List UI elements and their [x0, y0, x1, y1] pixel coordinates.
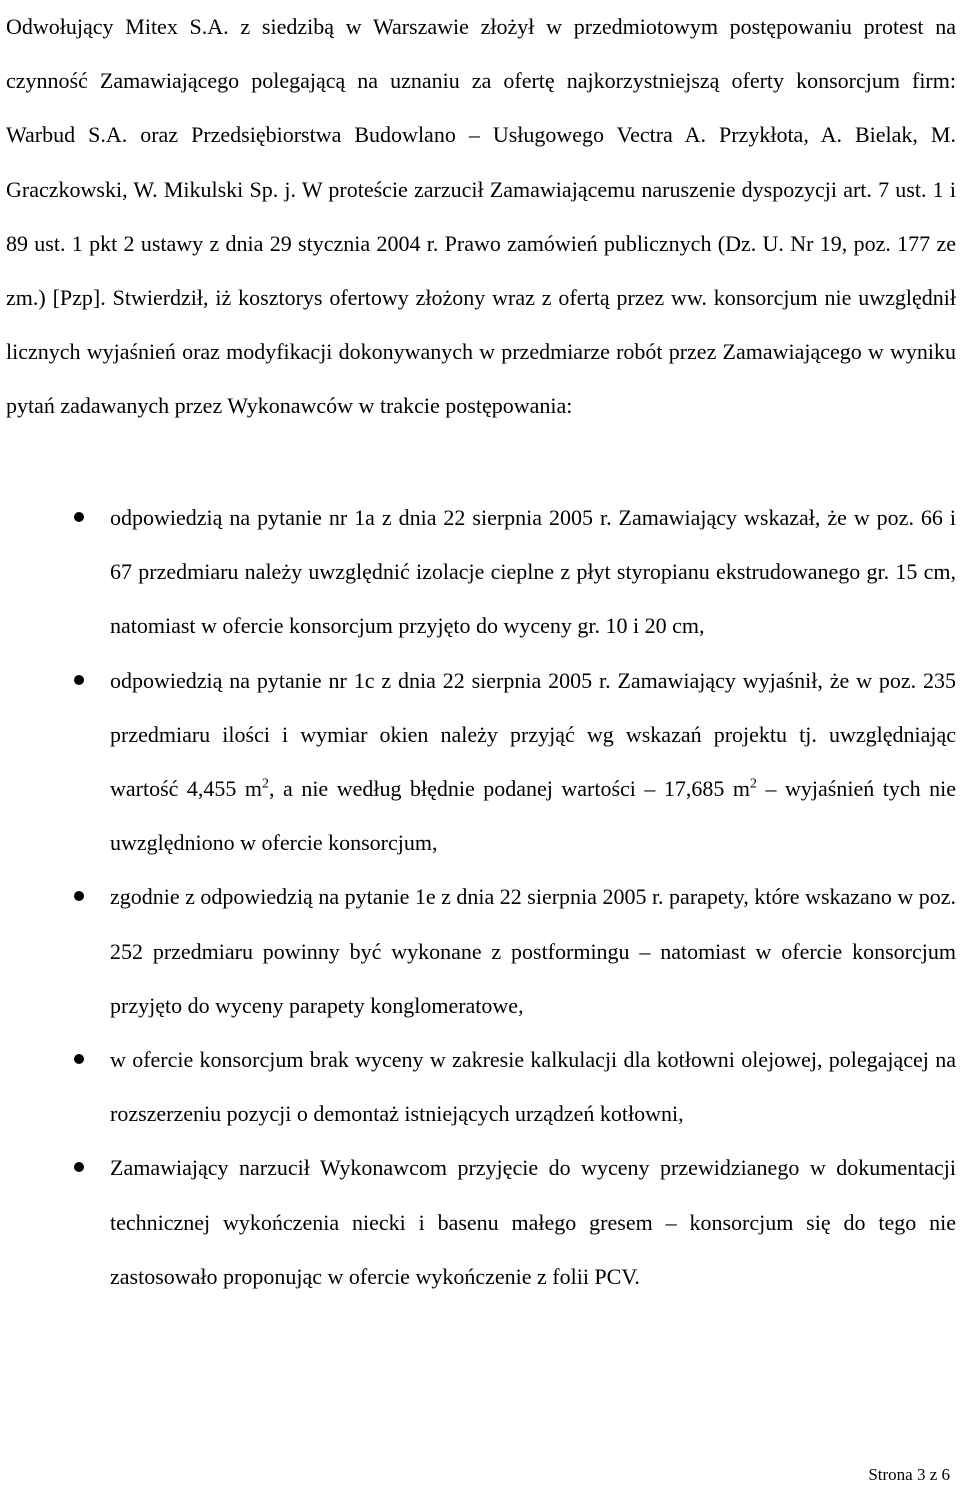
list-item — [0, 654, 960, 871]
list-item-text: w ofercie konsorcjum brak wyceny w zakresie kalkulacji dla kotłowni olejowej, polegającej na rozszerzeniu pozycji o demontaż istniejących urządzeń kotłowni, — [110, 1047, 956, 1127]
page-number: Strona 3 z 6 — [868, 1465, 950, 1484]
objection-list — [0, 491, 960, 1304]
list-item-text-part: , a nie według błędnie podanej wartości – 17,685 m — [269, 776, 751, 802]
bullet-icon — [74, 1054, 84, 1064]
intro-paragraph: Odwołujący Mitex S.A. z siedzibą w Warszawie złożył w przedmiotowym postępowaniu protest na czynność Zamawiającego polegającą na uznaniu za ofertę najkorzystniejszą oferty konsorcjum firm: Warbud S.A. oraz Przedsiębiorstwa Budowlano – Usługowego Vectra A. Przykłota, A. Bielak, M. Graczkowski, W. Mikulski Sp. j. W proteście zarzucił Zamawiającemu naruszenie dyspozycji art. 7 ust. 1 i 89 ust. 1 pkt 2 ustawy z dnia 29 stycznia 2004 r. Prawo zamówień publicznych (Dz. U. Nr 19, poz. 177 ze zm.) [Pzp]. Stwierdził, iż kosztorys ofertowy złożony wraz z ofertą przez ww. konsorcjum nie uwzględnił licznych wyjaśnień oraz modyfikacji dokonywanych w przedmiarze robót przez Zamawiającego w wyniku pytań zadawanych przez Wykonawców w trakcie postępowania: — [6, 14, 956, 419]
list-item — [0, 870, 960, 1033]
list-item — [0, 491, 960, 654]
bullet-icon — [74, 512, 84, 522]
list-item-text-part: – wyjaśnień tych nie uwzględniono w ofercie konsorcjum, — [110, 776, 957, 856]
list-item-text: odpowiedzią na pytanie nr 1a z dnia 22 sierpnia 2005 r. Zamawiający wskazał, że w poz. 66 i 67 przedmiaru należy uwzględnić izolacje cieplne z płyt styropianu ekstrudowanego gr. 15 cm, natomiast w ofercie konsorcjum przyjęto do wyceny gr. 10 i 20 cm, — [110, 505, 956, 639]
bullet-icon — [74, 1162, 84, 1172]
bullet-icon — [74, 675, 84, 685]
superscript: 2 — [262, 776, 270, 792]
bullet-icon — [74, 891, 84, 901]
superscript: 2 — [750, 776, 758, 792]
list-item-text: zgodnie z odpowiedzią na pytanie 1e z dnia 22 sierpnia 2005 r. parapety, które wskazano w poz. 252 przedmiaru powinny być wykonane z postformingu – natomiast w ofercie konsorcjum przyjęto do wyceny parapety konglomeratowe, — [110, 884, 956, 1018]
list-item — [0, 1033, 960, 1141]
list-item-text: Zamawiający narzucił Wykonawcom przyjęcie do wyceny przewidzianego w dokumentacji technicznej wykończenia niecki i basenu małego gresem – konsorcjum się do tego nie zastosowało proponując w ofercie wykończenie z folii PCV. — [110, 1155, 956, 1289]
list-item-text-part: odpowiedzią na pytanie nr 1c z dnia 22 sierpnia 2005 r. Zamawiający wyjaśnił, że w poz. 235 przedmiaru ilości i wymiar okien należy przyjąć wg wskazań projektu tj. uwzględniając wartość 4,455 m — [110, 667, 956, 802]
list-item — [0, 1141, 960, 1304]
